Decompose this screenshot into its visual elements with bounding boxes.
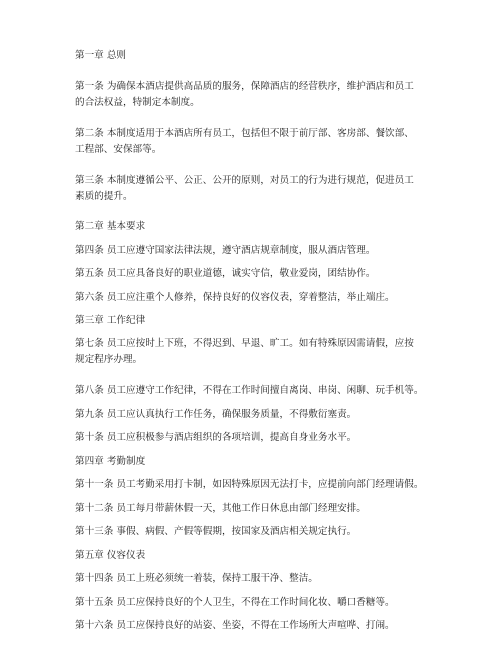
- article-line: 第三条 本制度遵循公平、公正、公开的原则，对员工的行为进行规范，促进员工: [75, 175, 414, 186]
- article-line: 第十五条 员工应保持良好的个人卫生，不得在工作时间化妆、嚼口香糖等。: [75, 597, 395, 608]
- article-line: 素质的提升。: [75, 191, 133, 202]
- article-line: 第一条 为确保本酒店提供高品质的服务，保障酒店的经营秩序，维护酒店和员工: [75, 81, 414, 92]
- chapter-heading: 第二章 基本要求: [75, 221, 146, 232]
- article-line: 第二条 本制度适用于本酒店所有员工，包括但不限于前厅部、客房部、餐饮部、: [75, 128, 414, 139]
- article-line: 第十三条 事假、病假、产假等假期，按国家及酒店相关规定执行。: [75, 526, 357, 537]
- article-line: 第六条 员工应注重个人修养，保持良好的仪容仪表，穿着整洁，举止端庄。: [75, 292, 395, 303]
- article-line: 第十二条 员工每月带薪休假一天，其他工作日休息由部门经理安排。: [75, 503, 366, 514]
- article-line: 的合法权益，特制定本制度。: [75, 97, 200, 108]
- chapter-heading: 第五章 仪容仪表: [75, 550, 146, 561]
- article-line: 规定程序办理。: [75, 354, 143, 365]
- chapter-heading: 第三章 工作纪律: [75, 315, 146, 326]
- article-line: 第十四条 员工上班必须统一着装，保持工服干净、整洁。: [75, 573, 318, 584]
- article-line: 第五条 员工应具备良好的职业道德，诚实守信，敬业爱岗，团结协作。: [75, 268, 376, 279]
- chapter-heading: 第四章 考勤制度: [75, 456, 146, 467]
- article-line: 第八条 员工应遵守工作纪律，不得在工作时间擅自离岗、串岗、闲聊、玩手机等。: [75, 385, 424, 396]
- chapter-heading: 第一章 总则: [75, 50, 127, 61]
- article-line: 第七条 员工应按时上下班，不得迟到、早退、旷工。如有特殊原因需请假，应按: [75, 338, 414, 349]
- article-line: 第四条 员工应遵守国家法律法规，遵守酒店规章制度，服从酒店管理。: [75, 245, 376, 256]
- article-line: 第十条 员工应积极参与酒店组织的各项培训，提高自身业务水平。: [75, 432, 357, 443]
- article-line: 第十一条 员工考勤采用打卡制，如因特殊原因无法打卡，应提前向部门经理请假。: [75, 479, 424, 490]
- article-line: 第十六条 员工应保持良好的站姿、坐姿，不得在工作场所大声喧哗、打闹。: [75, 620, 395, 631]
- article-line: 工程部、安保部等。: [75, 144, 162, 155]
- article-line: 第九条 员工应认真执行工作任务，确保服务质量，不得敷衍塞责。: [75, 409, 357, 420]
